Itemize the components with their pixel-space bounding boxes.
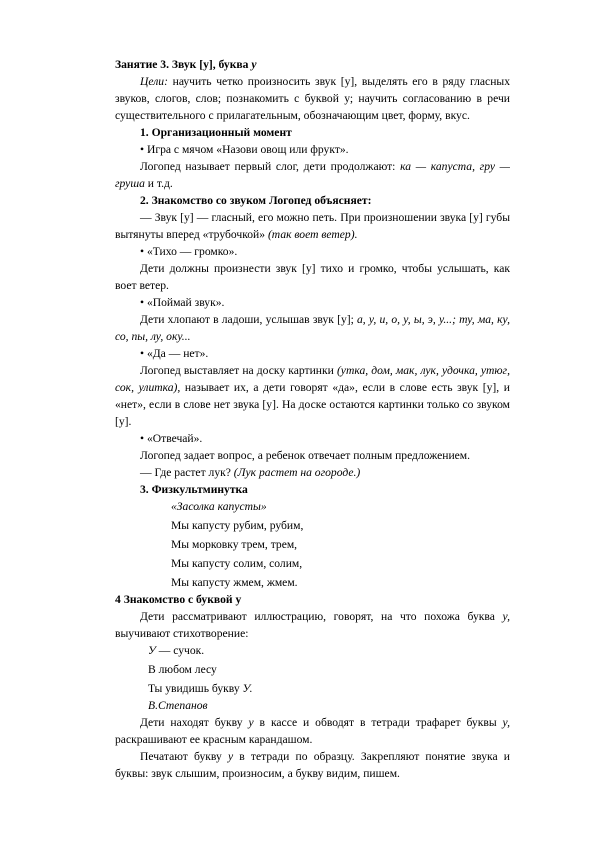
print-letter: у <box>227 750 234 763</box>
game-2-title: • «Поймай звук». <box>140 296 225 309</box>
title-text: Занятие 3. Звук [у], буква <box>115 58 252 71</box>
poem-2-line-1 <box>115 642 510 659</box>
find-letter-paragraph <box>115 714 510 748</box>
g3-italic: (утка, дом, мак, лук, удочка, утюг, сок, улитка), <box>115 364 510 394</box>
s1-example: ка — капуста, гру — груша <box>115 160 510 190</box>
find-text2: в кассе и обводят в тетради трафарет буквы <box>253 716 503 729</box>
g2-text: Дети хлопают в ладоши, услышав звук [у]; <box>140 313 357 326</box>
game-4-text: Логопед задает вопрос, а ребенок отвечает полным предложением. <box>140 449 471 462</box>
g4-answer: (Лук растет на огороде.) <box>233 466 361 479</box>
game-4-question <box>115 464 510 481</box>
print-letter-paragraph <box>115 748 510 782</box>
poem-2-line-3-letter: У. <box>242 682 253 695</box>
game-2-text <box>115 311 510 345</box>
section-1-game: • Игра с мячом «Назови овощ или фрукт». <box>140 143 349 156</box>
goals-text: научить четко произносить звук [у], выделять его в ряду гласных звуков, слогов, слов; познакомить с буквой у; научить согласованию в речи существительного с прилагательным, обозначающим цвет, форму, вкус. <box>115 75 510 122</box>
print-text1: Печатают букву <box>140 750 228 763</box>
section-2-text <box>115 209 510 243</box>
section-4-heading: 4 Знакомство с буквой у <box>115 593 242 606</box>
document-page <box>115 56 510 782</box>
poem-1-line: Мы капусту жмем, жмем. <box>171 576 298 589</box>
s4-letter: у, <box>502 610 510 623</box>
game-3-title: • «Да — нет». <box>140 347 209 360</box>
find-letter2: у, <box>502 716 511 729</box>
find-letter: у <box>248 716 254 729</box>
section-4-text <box>115 608 510 642</box>
poem-1-line: Мы капусту рубим, рубим, <box>171 519 304 532</box>
g2-italic: а, у, и, о, у, ы, э, у...; ту, ма, ку, со, пы, лу, оку... <box>115 313 510 343</box>
game-1-title: • «Тихо — громко». <box>140 245 238 258</box>
print-text2: в тетради по образцу. Закрепляют понятие звука и буквы: звук слышим, произносим, а букву видим, пишем. <box>115 750 510 780</box>
lesson-title <box>115 56 510 73</box>
poem-1-line: Мы капусту солим, солим, <box>171 557 303 570</box>
s4-text: Дети рассматривают иллюстрацию, говорят, на что похожа буква <box>140 610 503 623</box>
goals-label: Цели: <box>140 75 168 88</box>
poem-2-line-2: В любом лесу <box>148 663 217 676</box>
poem-2-letter: У <box>148 644 156 657</box>
g4-question: — Где растет лук? <box>140 466 234 479</box>
g3-text2: называет их, а дети говорят «да», если в слове есть звук [у], и «нет», если в слове нет звука [у]. На доске остаются картинки только со звуком [у]. <box>115 381 510 428</box>
poem-2-line-3 <box>115 680 510 697</box>
section-1-text <box>115 158 510 192</box>
poem-2-line-3-text: Ты увидишь букву <box>148 682 243 695</box>
game-3-text <box>115 362 510 430</box>
find-text1: Дети находят букву <box>140 716 249 729</box>
poem-1-title: «Засолка капусты» <box>171 500 267 513</box>
game-4-title: • «Отвечай». <box>140 432 203 445</box>
g3-text1: Логопед выставляет на доску картинки <box>140 364 337 377</box>
game-1-text: Дети должны произнести звук [у] тихо и громко, чтобы услышать, как воет ветер. <box>115 262 510 292</box>
title-letter: у <box>251 58 257 71</box>
s1-text: Логопед называет первый слог, дети продолжают: <box>140 160 401 173</box>
poem-1-line: Мы морковку трем, трем, <box>171 538 298 551</box>
s4-text2: выучивают стихотворение: <box>115 627 249 640</box>
section-1-heading: 1. Организационный момент <box>140 126 292 139</box>
section-2-heading: 2. Знакомство со звуком Логопед объясняет: <box>140 194 372 207</box>
find-text3: раскрашивают ее красным карандашом. <box>115 733 313 746</box>
s2-text: — Звук [у] — гласный, его можно петь. При произношении звука [у] губы вытянуты вперед «трубочкой» <box>115 211 510 241</box>
s2-italic: (так воет ветер). <box>267 228 358 241</box>
poem-2-author: В.Степанов <box>148 699 208 712</box>
s1-end: и т.д. <box>144 177 173 190</box>
poem-2-rest: — сучок. <box>155 644 205 657</box>
section-3-heading: 3. Физкультминутка <box>140 483 248 496</box>
goals-paragraph <box>115 73 510 124</box>
